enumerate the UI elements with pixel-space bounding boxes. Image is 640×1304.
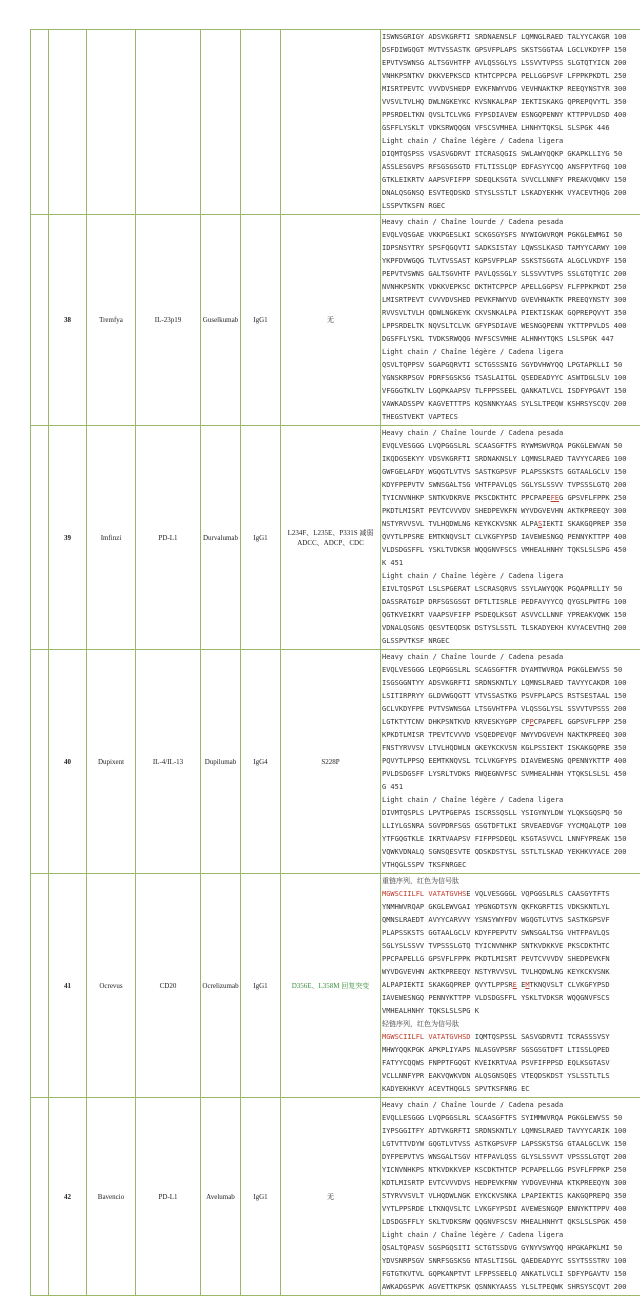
sequence-text: VTHQGLSSPV TKSFNRGEC — [382, 861, 467, 869]
sequence-text: KDYFPEPVTV SWNSGALTSG VHTFPAVLQS SGLYSLSSVV TVPSSSLGTQ 200 — [382, 481, 627, 489]
sequence-text: IYPSGGITFY ADTVKGRFTI SRDNSKNTLY LQMNSLRAED TAVYYCARIK 100 — [382, 1127, 627, 1135]
isotype: IgG1 — [253, 533, 268, 542]
sequence-line — [382, 622, 640, 635]
sequence-line — [382, 1164, 640, 1177]
sequence-line — [382, 466, 640, 479]
sequence-text: THEGSTVEKT VAPTECS — [382, 413, 458, 421]
sequence-text: Light chain / Chaîne légère / Cadena ligera — [382, 1231, 564, 1239]
sequence-text: E VQLVESGGGL VQPGGSLRLS CAASGYTFTS — [466, 890, 610, 898]
target-name: IL-23p19 — [154, 316, 182, 324]
sequence-line — [382, 583, 640, 596]
inn-name-cell — [201, 426, 241, 650]
sequence-text: KPKDTLMISR TPEVTCVVVD VSQEDPEVQF NWYVDGVEVH NAKTKPREEQ 300 — [382, 731, 627, 739]
sequence-text: FATYYCQQWS FNPPTFGQGT KVEIKRTVAA PSVFIFPPSD EQLKSGTASV — [382, 1059, 610, 1067]
sequence-line — [382, 346, 640, 359]
brand-name: Imfinzi — [100, 533, 122, 542]
sequence-caption — [382, 1018, 640, 1031]
sequence-line — [382, 596, 640, 609]
sequence-text: DSFDIWGQGT MVTVSSASTK GPSVFPLAPS SKSTSGGTAA LGCLVKDYFP 150 — [382, 46, 627, 54]
sequence-text: LDSDGSFFLY SKLTVDKSRW QQGNVFSCSV MHEALHNHYT QKSLSLSPGK 450 — [382, 1218, 627, 1226]
sequence-line — [382, 570, 640, 583]
sequence-line — [382, 1125, 640, 1138]
sequence-line — [382, 505, 640, 518]
sequence-text: Heavy chain / Chaîne lourde / Cadena pesada — [382, 218, 564, 226]
sequence-text: YTFGQGTKLE IKRTVAAPSV FIFPPSDEQL KSGTASVVCL LNNFYPREAK 150 — [382, 835, 627, 843]
sequence-line — [382, 794, 640, 807]
sequence-line — [382, 820, 640, 833]
modification-note-cell — [281, 30, 381, 215]
sequence-text: QSALTQPASV SGSPGQSITI SCTGTSSDVG GYNYVSWYQQ HPGKAPKLMI 50 — [382, 1244, 623, 1252]
sequence-text: PEPVTVSWNS GALTSGVHTF PAVLQSSGLY SLSSVVTVPS SSLGTQTYIC 200 — [382, 270, 627, 278]
sequence-text: DASSRATGIP DRFSGSGSGT DFTLTISRLE PEDFAVYYCQ QYGSLPWTFG 100 — [382, 598, 627, 606]
sequence-text: QSVLTQPPSV SGAPGQRVTI SCTGSSSNIG SGYDVHWYQQ LPGTAPKLLI 50 — [382, 361, 623, 369]
sequence-text: LPPSRDELTK NQVSLTCLVK GFYPSDIAVE WESNGQPENN YKTTPPVLDS 400 — [382, 322, 627, 330]
sequence-line — [382, 781, 640, 794]
sequence-text: YDVSNRPSGV SNRFSGSKSG NTASLTISGL QAEDEADYYC SSYTSSSTRV 100 — [382, 1257, 627, 1265]
sequence-line — [382, 1281, 640, 1294]
sequence-text: KADYEKHKVY ACEVTHQGLS SPVTKSFNRG EC — [382, 1085, 530, 1093]
modification-note-cell — [281, 650, 381, 874]
sequence-table — [30, 29, 640, 1296]
modification-note: 无 — [327, 316, 334, 324]
sequence-line — [382, 1255, 640, 1268]
sequence-text: DYFPEPVTVS WNSGALTSGV HTFPAVLQSS GLYSLSSVVT VPSSSLGTQT 200 — [382, 1153, 627, 1161]
target-name-cell — [136, 30, 201, 215]
sequence-line — [382, 1112, 640, 1125]
sequence-text: VYTLPPSRDE LTKNQVSLTC LVKGFYPSDI AVEWESNGQP ENNYKTTPPV 400 — [382, 1205, 627, 1213]
row-number-cell — [49, 426, 87, 650]
sequence-line — [382, 359, 640, 372]
sequence-text: MISRTPEVTC VVVDVSHEDP EVKFNWYVDG VEVHNAKTKP REEQYNSTYR 300 — [382, 85, 627, 93]
mutation-highlight: P — [529, 718, 534, 726]
brand-name-cell — [87, 650, 136, 874]
sequence-text: IAVEWESNGQ PENNYKTTPP VLDSDGSFFL YSKLTVDKSR WQQGNVFSCS — [382, 994, 610, 1002]
sequence-text: LMISRTPEVT CVVVDVSHED PEVKFNWYVD GVEVHNAKTK PREEQYNSTY 300 — [382, 296, 627, 304]
sequence-line — [382, 914, 640, 927]
sequence-line — [382, 635, 640, 648]
sequence-text: GLSSPVTKSF NRGEC — [382, 637, 450, 645]
sequence-text: ISGSGGNTYY ADSVKGRFTI SRDNSKNTLY LQMNSLRAED TAVYYCAKDR 100 — [382, 679, 627, 687]
brand-name: Dupixent — [97, 757, 125, 766]
sequence-line — [382, 31, 640, 44]
sequence-line — [382, 1203, 640, 1216]
sequence-line — [382, 135, 640, 148]
table-row — [31, 650, 640, 874]
sequence-text: G GPSVFLFPPK 250 — [559, 494, 627, 502]
target-name-cell — [136, 874, 201, 1098]
sequence-text: YKPFDVWGQG TLVTVSSAST KGPSVFPLAP SSKSTSGGTA ALGCLVKDYF 150 — [382, 257, 627, 265]
sequence-line — [382, 255, 640, 268]
sequence-line — [382, 398, 640, 411]
blank-cell — [31, 1098, 49, 1296]
isotype: IgG1 — [253, 981, 268, 990]
target-name: IL-4/IL-13 — [152, 757, 184, 766]
inn-name-cell — [201, 650, 241, 874]
isotype-cell — [241, 426, 281, 650]
sequence-text: VAWKADSSPV KAGVETTTPS KQSNNKYAAS SYLSLTPEQW KSHRSYSCQV 200 — [382, 400, 627, 408]
row-number: 40 — [64, 757, 71, 766]
sequence-line — [382, 44, 640, 57]
sequence-text: TYICNVNHKP SNTKVDKRVE PKSCDKTHTC PPCPAPE — [382, 494, 551, 502]
sequence-text: VDNALQSGNS QESVTEQDSK DSTYSLSSTL TLSKADYEKH KVYACEVTHQ 200 — [382, 624, 627, 632]
sequence-text: QMNSLRAEDT AVYYCARVVY YSNSYWYFDV WGQGTLVTVS SASTKGPSVF — [382, 916, 610, 924]
sequence-text: EIVLTQSPGT LSLSPGERAT LSCRASQRVS SSYLAWYQQK PGQAPRLLIY 50 — [382, 585, 623, 593]
sequence-text: 重链序列，红色为信号肽 — [382, 877, 459, 885]
sequence-text: LLIYLGSNRA SGVPDRFSGS GSGTDFTLKI SRVEAEDVGF YYCMQALQTP 100 — [382, 822, 627, 830]
isotype-cell — [241, 30, 281, 215]
sequence-line — [382, 96, 640, 109]
blank-cell — [31, 874, 49, 1098]
blank-cell — [31, 650, 49, 874]
sequence-block — [381, 30, 640, 214]
inn-name-cell — [201, 215, 241, 426]
mutation-highlight: S — [537, 520, 543, 528]
sequence-text: 轻链序列，红色为信号肽 — [382, 1020, 459, 1028]
sequence-line — [382, 57, 640, 70]
sequence-line — [382, 1138, 640, 1151]
sequence-line — [382, 1044, 640, 1057]
row-number: 41 — [64, 981, 71, 990]
inn-name: Dupilumab — [204, 757, 237, 766]
sequence-text: STYRVVSVLT VLHQDWLNGK EYKCKVSNKA LPAPIEKTIS KAKGQPREPQ 350 — [382, 1192, 627, 1200]
sequence-line — [382, 440, 640, 453]
blank-cell — [31, 30, 49, 215]
sequence-line — [382, 1031, 640, 1044]
sequence-text: GCLVKDYFPE PVTVSWNSGA LTSGVHTFPA VLQSSGLYSL SSVVTVPSSS 200 — [382, 705, 627, 713]
sequence-line — [382, 703, 640, 716]
sequence-text: EVQLVQSGAE VKKPGESLKI SCKGSGYSFS NYWIGWVRQM PGKGLEWMGI 50 — [382, 231, 623, 239]
isotype: IgG1 — [253, 1192, 268, 1201]
mutation-highlight: FE — [550, 494, 560, 502]
sequence-line — [382, 531, 640, 544]
sequence-text: Heavy chain / Chaîne lourde / Cadena pesada — [382, 1101, 564, 1109]
sequence-line — [382, 557, 640, 570]
sequence-cell — [381, 1098, 640, 1296]
target-name-cell — [136, 426, 201, 650]
modification-note-cell — [281, 874, 381, 1098]
sequence-line — [382, 768, 640, 781]
sequence-text: IEKTI SKAKGQPREP 350 — [542, 520, 627, 528]
isotype-cell — [241, 874, 281, 1098]
modification-note-cell — [281, 1098, 381, 1296]
sequence-text: VNHKPSNTKV DKKVEPKSCD KTHTCPPCPA PELLGGPSVF LFPPKPKDTL 250 — [382, 72, 627, 80]
inn-name: Avelumab — [206, 1192, 235, 1201]
brand-name-cell — [87, 874, 136, 1098]
sequence-text: K 451 — [382, 559, 404, 567]
sequence-text: SGLYSLSSVV TVPSSSLGTQ TYICNVNHKP SNTKVDKKVE PKSCDKTHTC — [382, 942, 610, 950]
sequence-line — [382, 1005, 640, 1018]
signal-peptide: MGWSCIILFL VATATGVHSD — [382, 1033, 471, 1041]
table-row — [31, 426, 640, 650]
sequence-text: IQMTQSPSSL SASVGDRVTI TCRASSSVSY — [470, 1033, 610, 1041]
sequence-text: VFGGGTKLTV LGQPKAAPSV TLFPPSSEEL QANKATLVCL ISDFYPGAVT 150 — [382, 387, 627, 395]
sequence-text: Heavy chain / Chaîne lourde / Cadena pesada — [382, 653, 564, 661]
sequence-line — [382, 1057, 640, 1070]
sequence-line — [382, 859, 640, 872]
sequence-text: FNSTYRVVSV LTVLHQDWLN GKEYKCKVSN KGLPSSIEKT ISKAKGQPRE 350 — [382, 744, 627, 752]
sequence-cell — [381, 874, 640, 1098]
sequence-text: IKQDGSEKYY VDSVKGRFTI SRDNAKNSLY LQMNSLRAED TAVYYCAREG 100 — [382, 455, 627, 463]
isotype: IgG4 — [253, 757, 268, 766]
sequence-text: VMHEALHNHY TQKSLSLSPG K — [382, 1007, 479, 1015]
sequence-text: TKNQVSLT CLVKGFYPSD — [529, 981, 610, 989]
sequence-line — [382, 320, 640, 333]
blank-cell — [31, 426, 49, 650]
antibody-sequence-table — [30, 29, 627, 1298]
sequence-text: NVNHKPSNTK VDKKVEPKSC DKTHTCPPCP APELLGGPSV FLFPPKPKDT 250 — [382, 283, 627, 291]
target-name: CD20 — [159, 981, 177, 990]
sequence-line — [382, 729, 640, 742]
target-name-cell — [136, 1098, 201, 1296]
sequence-line — [382, 846, 640, 859]
sequence-line — [382, 1099, 640, 1112]
sequence-cell — [381, 426, 640, 650]
modification-note: L234F、L235E、P331S 减弱 ADCC、ADCP、CDC — [287, 528, 374, 547]
sequence-line — [382, 427, 640, 440]
sequence-line — [382, 677, 640, 690]
sequence-text: MHWYQQKPGK APKPLIYAPS NLASGVPSRF SGSGSGTDFT LTISSLQPED — [382, 1046, 610, 1054]
row-number-cell — [49, 30, 87, 215]
sequence-line — [382, 742, 640, 755]
sequence-block — [381, 650, 640, 873]
sequence-line — [382, 372, 640, 385]
sequence-line — [382, 109, 640, 122]
sequence-line — [382, 281, 640, 294]
sequence-text: QVYTLPPSRE EMTKNQVSLT CLVKGFYPSD IAVEWESNGQ PENNYKTTPP 400 — [382, 533, 627, 541]
sequence-text: FGTGTKVTVL GQPKANPTVT LFPPSSEELQ ANKATLVCLI SDFYPGAVTV 150 — [382, 1270, 627, 1278]
sequence-line — [382, 307, 640, 320]
sequence-text: GSFFLYSKLT VDKSRWQQGN VFSCSVMHEA LHNHYTQKSL SLSPGK 446 — [382, 124, 610, 132]
isotype: IgG1 — [253, 316, 268, 324]
sequence-text: AWKADGSPVK AGVETTKPSK QSNNKYAASS YLSLTPEQWK SHRSYSCQVT 200 — [382, 1283, 627, 1291]
isotype-cell — [241, 650, 281, 874]
row-number-cell — [49, 874, 87, 1098]
sequence-line — [382, 888, 640, 901]
sequence-line — [382, 1216, 640, 1229]
sequence-line — [382, 1229, 640, 1242]
sequence-text: WYVDGVEVHN AKTKPREEQY NSTYRVVSVL TVLHQDWLNG KEYKCKVSNK — [382, 968, 610, 976]
row-number: 39 — [64, 533, 71, 542]
sequence-text: YGNSKRPSGV PDRFSGSKSG TSASLAITGL QSEDEADYYC ASWTDGLSLV 100 — [382, 374, 627, 382]
table-row — [31, 215, 640, 426]
sequence-block — [381, 426, 640, 649]
sequence-cell — [381, 215, 640, 426]
sequence-line — [382, 953, 640, 966]
modification-note-cell — [281, 426, 381, 650]
sequence-text: GTKLEIKRTV AAPSVFIFPP SDEQLKSGTA SVVCLLNNFY PREAKVQWKV 150 — [382, 176, 627, 184]
sequence-text: LSITIRPRYY GLDVWGQGTT VTVSSASTKG PSVFPLAPCS RSTSESTAAL 150 — [382, 692, 627, 700]
sequence-line — [382, 122, 640, 135]
sequence-text: Light chain / Chaîne légère / Cadena ligera — [382, 572, 564, 580]
sequence-line — [382, 609, 640, 622]
inn-name-cell — [201, 1098, 241, 1296]
brand-name-cell — [87, 215, 136, 426]
sequence-text: Light chain / Chaîne légère / Cadena ligera — [382, 796, 564, 804]
sequence-line — [382, 979, 640, 992]
sequence-text: RVVSVLTVLH QDWLNGKEYK CKVSNKALPA PIEKTISKAK GQPREPQVYT 350 — [382, 309, 627, 317]
sequence-text: IDPSNSYTRY SPSFQGQVTI SADKSISTAY LQWSSLKASD TAMYYCARWY 100 — [382, 244, 627, 252]
sequence-text: YICNVNHKPS NTKVDKKVEP KSCDKTHTCP PCPAPELLGG PSVFLFPPKP 250 — [382, 1166, 627, 1174]
table-row — [31, 30, 640, 215]
sequence-line — [382, 216, 640, 229]
sequence-text: ISWNSGRIGY ADSVKGRFTI SRDNAENSLF LQMNGLRAED TALYYCAKGR 100 — [382, 33, 627, 41]
row-number: 38 — [64, 316, 71, 324]
sequence-line — [382, 148, 640, 161]
sequence-line — [382, 492, 640, 505]
target-name-cell — [136, 650, 201, 874]
sequence-text: QGTKVEIKRT VAAPSVFIFP PSDEQLKSGT ASVVCLLNNF YPREAKVQWK 150 — [382, 611, 627, 619]
sequence-text: VLDSDGSFFL YSKLTVDKSR WQQGNVFSCS VMHEALHNHY TQKSLSLSPG 450 — [382, 546, 627, 554]
sequence-text: VCLLNNFYPR EAKVQWKVDN ALQSGNSQES VTEQDSKDST YSLSSTLTLS — [382, 1072, 610, 1080]
sequence-cell — [381, 30, 640, 215]
inn-name: Guselkumab — [202, 316, 239, 324]
sequence-text: PPSRDELTKN QVSLTCLVKG FYPSDIAVEW ESNGQPENNY KTTPPVLDSD 400 — [382, 111, 627, 119]
sequence-line — [382, 716, 640, 729]
sequence-line — [382, 1268, 640, 1281]
sequence-text: DNALQSGNSQ ESVTEQDSKD STYSLSSTLT LSKADYEKHK VYACEVTHQG 200 — [382, 189, 627, 197]
row-number: 42 — [64, 1192, 71, 1201]
sequence-line — [382, 1190, 640, 1203]
sequence-text: E — [516, 981, 526, 989]
sequence-line — [382, 544, 640, 557]
sequence-line — [382, 992, 640, 1005]
sequence-line — [382, 1083, 640, 1096]
sequence-text: DIVMTQSPLS LPVTPGEPAS ISCRSSQSLL YSIGYNYLDW YLQKSGQSPQ 50 — [382, 809, 623, 817]
sequence-text: DIQMTQSPSS VSASVGDRVT ITCRASQGIS SWLAWYQQKP GKAPKLLIYG 50 — [382, 150, 623, 158]
modification-note-cell — [281, 215, 381, 426]
sequence-line — [382, 242, 640, 255]
sequence-text: EVQLLESGGG LVQPGGSLRL SCAASGFTFS SYIMMWVRQA PGKGLEWVSS 50 — [382, 1114, 623, 1122]
sequence-text: ALPAPIEKTI SKAKGQPREP QVYTLPPSR — [382, 981, 513, 989]
sequence-line — [382, 1070, 640, 1083]
brand-name: Tremfya — [99, 316, 123, 324]
sequence-text: EVQLVESGGG LVQPGGSLRL SCAASGFTFS RYWMSWVRQA PGKGLEWVAN 50 — [382, 442, 623, 450]
sequence-block — [381, 215, 640, 425]
sequence-line — [382, 333, 640, 346]
sequence-line — [382, 294, 640, 307]
mutation-highlight: E — [512, 981, 517, 989]
isotype-cell — [241, 215, 281, 426]
mutation-highlight: M — [525, 981, 530, 989]
sequence-line — [382, 479, 640, 492]
inn-name-cell — [201, 874, 241, 1098]
sequence-line — [382, 187, 640, 200]
modification-note: 无 — [327, 1192, 334, 1201]
sequence-line — [382, 940, 640, 953]
sequence-text: KDTLMISRTP EVTCVVVDVS HEDPEVKFNW YVDGVEVHNA KTKPREEQYN 300 — [382, 1179, 627, 1187]
sequence-line — [382, 927, 640, 940]
sequence-caption — [382, 875, 640, 888]
sequence-line — [382, 200, 640, 213]
sequence-line — [382, 161, 640, 174]
sequence-text: PLAPSSKSTS GGTAALGCLV KDYFPEPVTV SWNSGALTSG VHTFPAVLQS — [382, 929, 610, 937]
sequence-text: Light chain / Chaîne légère / Cadena ligera — [382, 137, 564, 145]
sequence-line — [382, 1242, 640, 1255]
sequence-text: PVLDSDGSFF LYSRLTVDKS RWQEGNVFSC SVMHEALHNH YTQKSLSLSL 450 — [382, 770, 627, 778]
sequence-line — [382, 411, 640, 424]
sequence-text: G 451 — [382, 783, 404, 791]
sequence-line — [382, 70, 640, 83]
target-name: PD-L1 — [158, 1192, 178, 1201]
inn-name: Durvalumab — [203, 533, 238, 542]
sequence-line — [382, 1151, 640, 1164]
sequence-line — [382, 385, 640, 398]
sequence-line — [382, 453, 640, 466]
sequence-text: PQVYTLPPSQ EEMTKNQVSL TCLVKGFYPS DIAVEWESNG QPENNYKTTP 400 — [382, 757, 627, 765]
table-row — [31, 874, 640, 1098]
sequence-text: Light chain / Chaîne légère / Cadena ligera — [382, 348, 564, 356]
sequence-line — [382, 174, 640, 187]
sequence-text: PKDTLMISRT PEVTCVVVDV SHEDPEVKFN WYVDGVEVHN AKTKPREEQY 300 — [382, 507, 627, 515]
sequence-line — [382, 83, 640, 96]
inn-name: Ocrelizumab — [202, 981, 239, 990]
sequence-line — [382, 1177, 640, 1190]
target-name: PD-L1 — [158, 533, 178, 542]
brand-name: Ocrevus — [99, 981, 123, 990]
isotype-cell — [241, 1098, 281, 1296]
sequence-text: DGSFFLYSKL TVDKSRWQQG NVFSCSVMHE ALHNHYTQKS LSLSPGK 447 — [382, 335, 614, 343]
brand-name-cell — [87, 30, 136, 215]
blank-cell — [31, 215, 49, 426]
sequence-line — [382, 833, 640, 846]
sequence-cell — [381, 650, 640, 874]
sequence-line — [382, 901, 640, 914]
modification-note: S228P — [321, 757, 340, 766]
sequence-block — [381, 874, 640, 1097]
sequence-text: GWFGELAFDY WGQGTLVTVS SASTKGPSVF PLAPSSKSTS GGTAALGCLV 150 — [382, 468, 627, 476]
sequence-text: VQWKVDNALQ SGNSQESVTE QDSKDSTYSL SSTLTLSKAD YEKHKVYACE 200 — [382, 848, 627, 856]
brand-name-cell — [87, 426, 136, 650]
sequence-line — [382, 268, 640, 281]
row-number-cell — [49, 1098, 87, 1296]
sequence-text: LSSPVTKSFN RGEC — [382, 202, 446, 210]
sequence-text: EVQLVESGGG LEQPGGSLRL SCAGSGFTFR DYAMTWVRQA PGKGLEWVSS 50 — [382, 666, 623, 674]
signal-peptide: MGWSCIILFL VATATGVHS — [382, 890, 467, 898]
row-number-cell — [49, 215, 87, 426]
sequence-text: NSTYRVVSVL TVLHQDWLNG KEYKCKVSNK ALPA — [382, 520, 538, 528]
brand-name-cell — [87, 1098, 136, 1296]
sequence-text: YNMHWVRQAP GKGLEWVGAI YPGNGDTSYN QKFKGRFTIS VDKSKNTLYL — [382, 903, 610, 911]
modification-note: D356E、L358M 回复突变 — [291, 981, 370, 990]
table-row — [31, 1098, 640, 1296]
sequence-text: LGTKTYTCNV DHKPSNTKVD KRVESKYGPP CP — [382, 718, 530, 726]
sequence-text: PPCPAPELLG GPSVFLFPPK PKDTLMISRT PEVTCVVVDV SHEDPEVKFN — [382, 955, 610, 963]
sequence-line — [382, 755, 640, 768]
sequence-text: CPAPEFL GGPSVFLFPP 250 — [533, 718, 627, 726]
sequence-line — [382, 807, 640, 820]
sequence-line — [382, 518, 640, 531]
inn-name-cell — [201, 30, 241, 215]
sequence-text: ASSLESGVPS RFSGSGSGTD FTLTISSLQP EDFASYYCQQ ANSFPYTFGQ 100 — [382, 163, 627, 171]
brand-name: Bavencio — [97, 1192, 125, 1201]
sequence-line — [382, 651, 640, 664]
sequence-text: VVSVLTVLHQ DWLNGKEYKC KVSNKALPAP IEKTISKAKG QPREPQVYTL 350 — [382, 98, 627, 106]
sequence-line — [382, 690, 640, 703]
sequence-line — [382, 966, 640, 979]
sequence-text: Heavy chain / Chaîne lourde / Cadena pesada — [382, 429, 564, 437]
sequence-text: EPVTVSWNSG ALTSGVHTFP AVLQSSGLYS LSSVVTVPSS SLGTQTYICN 200 — [382, 59, 627, 67]
sequence-text: LGTVTTVDYW GQGTLVTVSS ASTKGPSVFP LAPSSKSTSG GTAALGCLVK 150 — [382, 1140, 627, 1148]
target-name-cell — [136, 215, 201, 426]
sequence-line — [382, 229, 640, 242]
sequence-block — [381, 1098, 640, 1295]
row-number-cell — [49, 650, 87, 874]
sequence-line — [382, 664, 640, 677]
